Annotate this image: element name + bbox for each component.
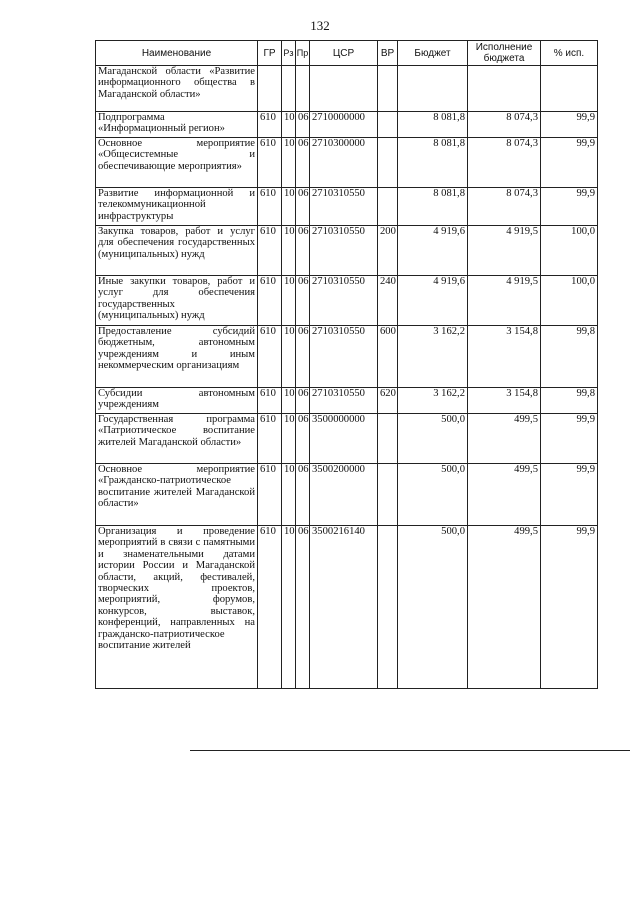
row-budget: 4 919,6 bbox=[398, 226, 468, 276]
row-rz: 10 bbox=[282, 526, 296, 689]
row-pr bbox=[296, 66, 310, 112]
row-name: Предоставление субсидий бюджетным, автономным учреждениям и иным некоммерческим организациям bbox=[96, 326, 258, 388]
row-csr: 2710310550 bbox=[310, 276, 378, 326]
row-rz bbox=[282, 66, 296, 112]
row-gr: 610 bbox=[258, 526, 282, 689]
row-pct: 99,9 bbox=[541, 464, 598, 526]
row-pr: 06 bbox=[296, 276, 310, 326]
row-pr: 06 bbox=[296, 526, 310, 689]
row-name: Магаданской области «Развитие информационного общества в Магаданской области» bbox=[96, 66, 258, 112]
row-budget: 4 919,6 bbox=[398, 276, 468, 326]
row-budget: 8 081,8 bbox=[398, 188, 468, 226]
table-row bbox=[96, 138, 598, 188]
row-budget: 8 081,8 bbox=[398, 112, 468, 138]
table-row bbox=[96, 112, 598, 138]
table-row bbox=[96, 388, 598, 414]
header-vr: ВР bbox=[378, 41, 398, 66]
row-pct: 99,9 bbox=[541, 138, 598, 188]
header-csr: ЦСР bbox=[310, 41, 378, 66]
row-gr: 610 bbox=[258, 414, 282, 464]
row-rz: 10 bbox=[282, 464, 296, 526]
row-name: Основное мероприятие «Гражданско-патриотическое воспитание жителей Магаданской области» bbox=[96, 464, 258, 526]
table-row bbox=[96, 276, 598, 326]
row-budget: 500,0 bbox=[398, 414, 468, 464]
row-vr bbox=[378, 188, 398, 226]
header-pr: Пр bbox=[296, 41, 310, 66]
row-pr: 06 bbox=[296, 326, 310, 388]
row-pr: 06 bbox=[296, 464, 310, 526]
row-pct bbox=[541, 66, 598, 112]
row-pct: 99,9 bbox=[541, 112, 598, 138]
budget-table bbox=[95, 40, 598, 689]
row-execution: 3 154,8 bbox=[468, 388, 541, 414]
row-vr bbox=[378, 464, 398, 526]
page-number: 132 bbox=[310, 18, 330, 33]
row-vr bbox=[378, 526, 398, 689]
row-execution: 499,5 bbox=[468, 414, 541, 464]
table-row bbox=[96, 66, 598, 112]
row-csr: 3500200000 bbox=[310, 464, 378, 526]
row-csr: 2710300000 bbox=[310, 138, 378, 188]
row-csr bbox=[310, 66, 378, 112]
table-row bbox=[96, 414, 598, 464]
row-name: Основное мероприятие «Общесистемные и обеспечивающие мероприятия» bbox=[96, 138, 258, 188]
row-rz: 10 bbox=[282, 326, 296, 388]
row-execution: 8 074,3 bbox=[468, 188, 541, 226]
row-execution: 499,5 bbox=[468, 526, 541, 689]
row-pr: 06 bbox=[296, 138, 310, 188]
row-name: Иные закупки товаров, работ и услуг для обеспечения государственных (муниципальных) нужд bbox=[96, 276, 258, 326]
row-gr: 610 bbox=[258, 226, 282, 276]
row-csr: 2710310550 bbox=[310, 188, 378, 226]
row-name: Субсидии автономным учреждениям bbox=[96, 388, 258, 414]
row-gr: 610 bbox=[258, 138, 282, 188]
row-pct: 100,0 bbox=[541, 226, 598, 276]
row-rz: 10 bbox=[282, 276, 296, 326]
row-gr: 610 bbox=[258, 276, 282, 326]
row-vr bbox=[378, 138, 398, 188]
row-budget: 500,0 bbox=[398, 464, 468, 526]
row-gr: 610 bbox=[258, 326, 282, 388]
row-execution: 3 154,8 bbox=[468, 326, 541, 388]
row-rz: 10 bbox=[282, 414, 296, 464]
row-name: Государственная программа «Патриотическое воспитание жителей Магаданской области» bbox=[96, 414, 258, 464]
row-name: Подпрограмма «Информационный регион» bbox=[96, 112, 258, 138]
header-pct: % исп. bbox=[541, 41, 598, 66]
row-rz: 10 bbox=[282, 388, 296, 414]
row-gr bbox=[258, 66, 282, 112]
row-csr: 2710310550 bbox=[310, 326, 378, 388]
row-vr: 240 bbox=[378, 276, 398, 326]
header-rz: Рз bbox=[282, 41, 296, 66]
row-pct: 99,9 bbox=[541, 188, 598, 226]
row-gr: 610 bbox=[258, 188, 282, 226]
row-vr: 200 bbox=[378, 226, 398, 276]
table-row bbox=[96, 526, 598, 689]
row-name: Закупка товаров, работ и услуг для обеспечения государственных (муниципальных) нужд bbox=[96, 226, 258, 276]
row-gr: 610 bbox=[258, 112, 282, 138]
page-divider-line bbox=[190, 750, 630, 751]
header-name: Наименование bbox=[96, 41, 258, 66]
row-pr: 06 bbox=[296, 188, 310, 226]
row-gr: 610 bbox=[258, 464, 282, 526]
row-budget: 3 162,2 bbox=[398, 326, 468, 388]
row-csr: 3500216140 bbox=[310, 526, 378, 689]
row-name: Развитие информационной и телекоммуникационной инфраструктуры bbox=[96, 188, 258, 226]
row-execution: 8 074,3 bbox=[468, 112, 541, 138]
header-execution: Исполнение бюджета bbox=[468, 41, 541, 66]
row-budget: 8 081,8 bbox=[398, 138, 468, 188]
row-rz: 10 bbox=[282, 138, 296, 188]
row-execution: 4 919,5 bbox=[468, 226, 541, 276]
row-pr: 06 bbox=[296, 112, 310, 138]
row-rz: 10 bbox=[282, 112, 296, 138]
header-gr: ГР bbox=[258, 41, 282, 66]
row-execution: 8 074,3 bbox=[468, 138, 541, 188]
row-pr: 06 bbox=[296, 226, 310, 276]
row-budget: 500,0 bbox=[398, 526, 468, 689]
row-pct: 99,9 bbox=[541, 526, 598, 689]
row-budget: 3 162,2 bbox=[398, 388, 468, 414]
table-row bbox=[96, 226, 598, 276]
row-vr: 600 bbox=[378, 326, 398, 388]
row-pct: 99,9 bbox=[541, 414, 598, 464]
row-csr: 3500000000 bbox=[310, 414, 378, 464]
row-budget bbox=[398, 66, 468, 112]
row-pr: 06 bbox=[296, 414, 310, 464]
row-vr bbox=[378, 66, 398, 112]
table-row bbox=[96, 326, 598, 388]
row-name: Организация и проведение мероприятий в связи с памятными и знаменательными датами истории России и Магаданской области, акций, фестивалей, творческих проектов, мероприятий, форумов, конкурсов, выставок, конференций, направленных на гражданско-патриотическое воспитание жителей bbox=[96, 526, 258, 689]
header-budget: Бюджет bbox=[398, 41, 468, 66]
row-execution bbox=[468, 66, 541, 112]
row-pct: 99,8 bbox=[541, 388, 598, 414]
row-rz: 10 bbox=[282, 226, 296, 276]
row-csr: 2710310550 bbox=[310, 388, 378, 414]
row-pct: 100,0 bbox=[541, 276, 598, 326]
row-pr: 06 bbox=[296, 388, 310, 414]
table-row bbox=[96, 188, 598, 226]
row-vr bbox=[378, 112, 398, 138]
row-csr: 2710000000 bbox=[310, 112, 378, 138]
table-row bbox=[96, 464, 598, 526]
row-csr: 2710310550 bbox=[310, 226, 378, 276]
row-vr: 620 bbox=[378, 388, 398, 414]
row-gr: 610 bbox=[258, 388, 282, 414]
row-execution: 499,5 bbox=[468, 464, 541, 526]
row-execution: 4 919,5 bbox=[468, 276, 541, 326]
row-vr bbox=[378, 414, 398, 464]
row-rz: 10 bbox=[282, 188, 296, 226]
table-header-row bbox=[96, 41, 598, 66]
row-pct: 99,8 bbox=[541, 326, 598, 388]
